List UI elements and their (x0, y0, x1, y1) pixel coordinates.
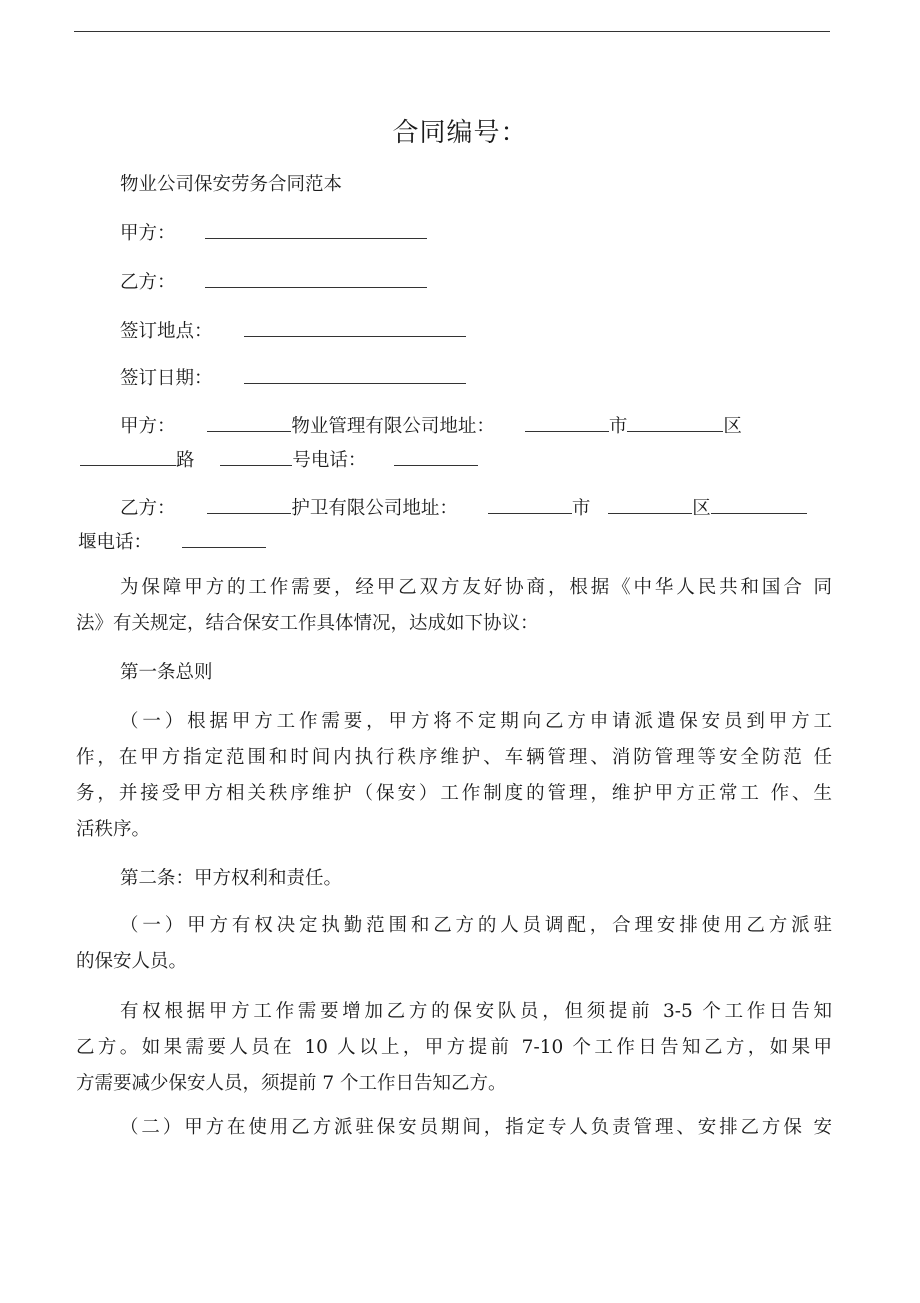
party-b-label: 乙方： (120, 272, 176, 293)
party-b-detail-label: 乙方： (120, 498, 176, 519)
party-a-district-text: 区 (723, 416, 742, 437)
party-a-phone-blank[interactable] (394, 447, 478, 466)
party-b-name-blank[interactable] (207, 495, 291, 514)
party-a-phone-text: 号电话： (292, 450, 367, 471)
article-2-heading: 第二条：甲方权利和责任。 (120, 868, 343, 889)
party-a-road-blank[interactable] (80, 447, 176, 466)
header-rule (74, 31, 830, 32)
contract-number-label: 合同编号： (392, 118, 528, 148)
party-b-phone-blank[interactable] (182, 529, 266, 548)
article-1-heading: 第一条总则 (120, 662, 213, 683)
party-b-detail-row1 (120, 494, 807, 520)
party-b-city-blank[interactable] (488, 495, 572, 514)
party-a-road-text: 路 (176, 450, 195, 471)
article-2-paragraph-2: 有权根据甲方工作需要增加乙方的保安队员，但须提前 3-5 个工作日告知 乙方。如果需要人员在 10 人以上，甲方提前 7-10 个工作日告知乙方，如果甲 方需要减少保安人员，须提前 7 个工作日告知乙方。 (76, 1001, 832, 1094)
party-b-phone-text: 堰电话： (78, 532, 153, 553)
document-title: 物业公司保安劳务合同范本 (120, 174, 343, 195)
party-b-district-text: 区 (692, 498, 711, 519)
party-a-company-text: 物业管理有限公司地址： (291, 416, 495, 437)
sign-place-row (120, 317, 466, 343)
article-1-clause-1: （一）根据甲方工作需要，甲方将不定期向乙方申请派遣保安员到甲方工 作，在甲方指定范围和时间内执行秩序维护、车辆管理、消防管理等安全防范 任 务，并接受甲方相关秩序维护（保安）工作制度的管理，维护甲方正常工 作、生 活秩序。 (76, 711, 832, 840)
party-a-detail-row1 (120, 412, 742, 438)
sign-date-blank[interactable] (244, 365, 466, 384)
party-b-company-text: 护卫有限公司地址： (291, 498, 458, 519)
party-b-extra-blank[interactable] (711, 495, 807, 514)
sign-place-label: 签订地点： (120, 321, 213, 342)
party-a-detail-row2 (80, 446, 478, 472)
party-b-city-text: 市 (571, 498, 591, 519)
article-2-clause-2: （二）甲方在使用乙方派驻保安员期间，指定专人负责管理、安排乙方保 安 (120, 1117, 832, 1138)
party-a-district-blank[interactable] (627, 413, 723, 432)
sign-place-blank[interactable] (244, 318, 466, 337)
sign-date-label: 签订日期： (120, 368, 213, 389)
party-a-number-blank[interactable] (220, 447, 292, 466)
party-a-name-blank[interactable] (207, 413, 291, 432)
article-2-clause-1: （一）甲方有权决定执勤范围和乙方的人员调配，合理安排使用乙方派驻 的保安人员。 (76, 915, 832, 972)
intro-paragraph: 为保障甲方的工作需要，经甲乙双方友好协商，根据《中华人民共和国合 同 法》有关规定，结合保安工作具体情况，达成如下协议： (76, 577, 832, 634)
party-a-city-blank[interactable] (525, 413, 609, 432)
party-b-row (120, 268, 427, 294)
party-b-detail-row2 (78, 528, 266, 554)
party-a-blank[interactable] (205, 220, 427, 239)
party-a-detail-label: 甲方： (120, 416, 176, 437)
sign-date-row (120, 364, 466, 390)
party-a-city-text: 市 (608, 416, 628, 437)
party-b-blank[interactable] (205, 269, 427, 288)
party-b-district-blank[interactable] (608, 495, 692, 514)
party-a-row (120, 219, 427, 245)
party-a-label: 甲方： (120, 223, 176, 244)
